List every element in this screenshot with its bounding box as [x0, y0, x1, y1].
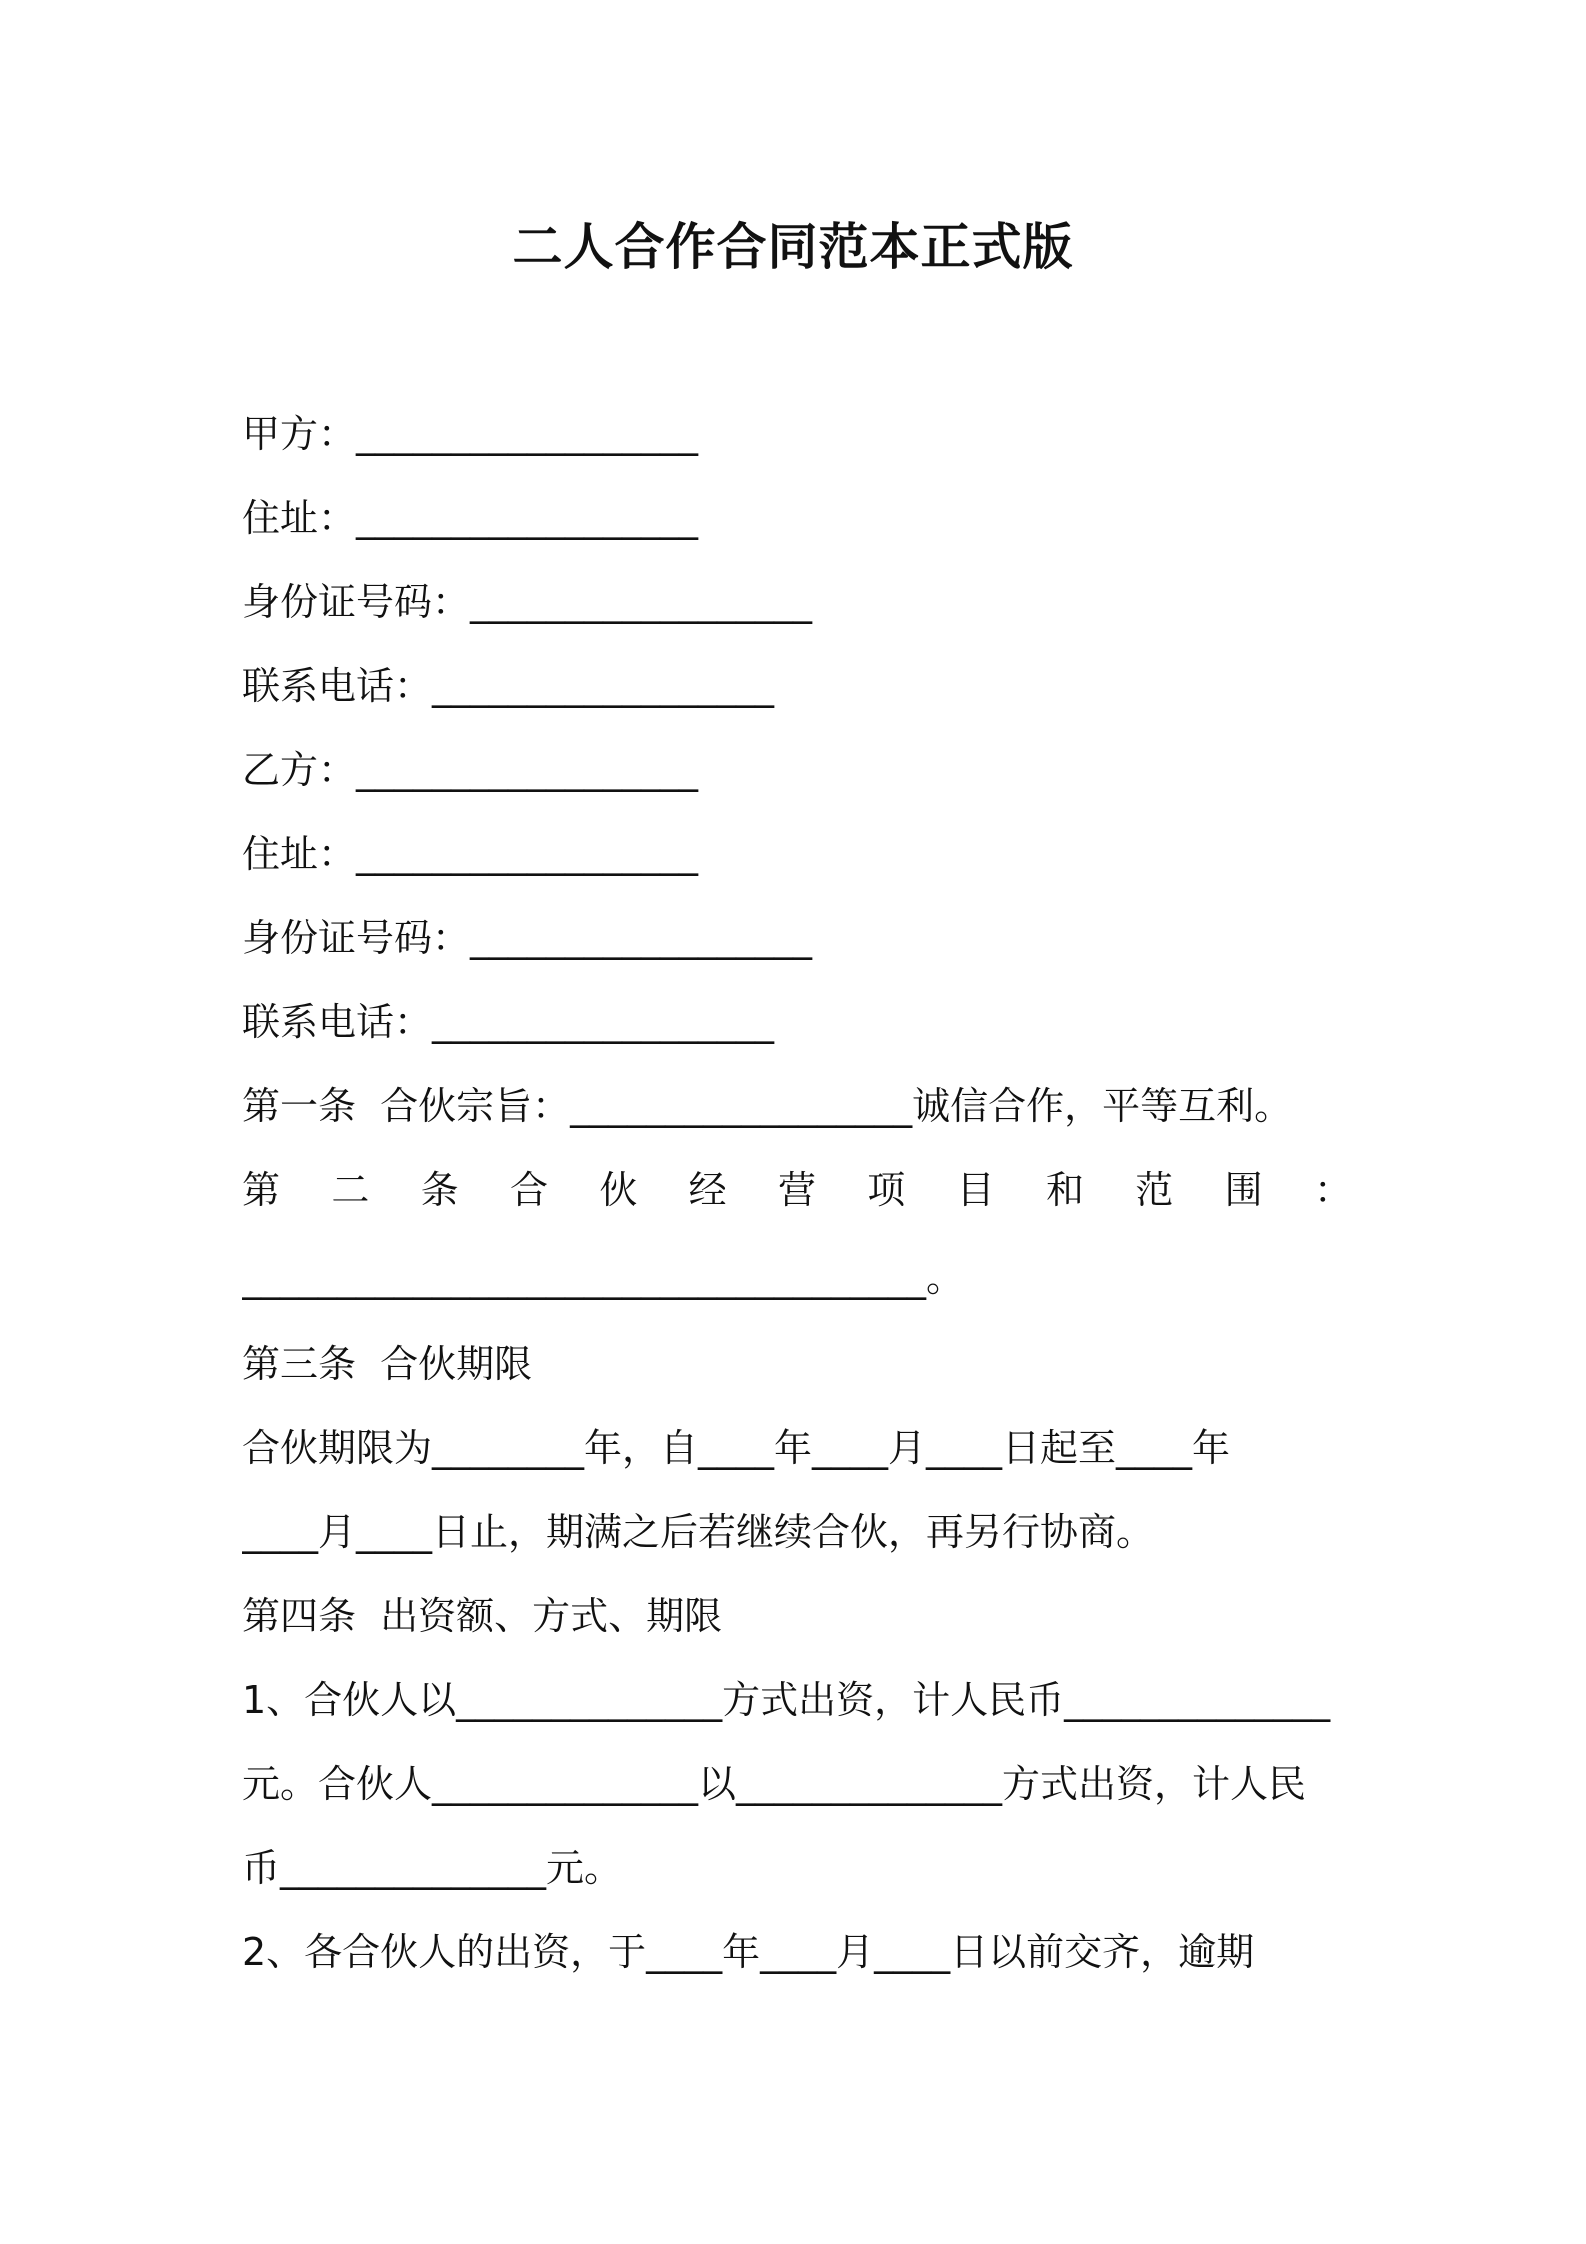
- party-b-label: 乙方：__________________: [242, 748, 699, 792]
- party-a-address: 住址：__________________: [242, 496, 699, 540]
- article-1-purpose: 第一条 合伙宗旨：__________________诚信合作，平等互利。: [242, 1084, 1293, 1128]
- article-2-blank: ____________________________________。: [242, 1256, 965, 1300]
- article-3-heading: 第三条 合伙期限: [242, 1342, 533, 1386]
- party-a-phone: 联系电话：__________________: [242, 664, 775, 708]
- article-4-clause-1-line-3: 币______________元。: [242, 1846, 623, 1890]
- article-4-clause-1-line-1: 1、合伙人以______________方式出资，计人民币______________: [242, 1678, 1331, 1722]
- party-a-id-number: 身份证号码：__________________: [242, 580, 813, 624]
- article-2-heading: 第 二 条 合 伙 经 营 项 目 和 范 围 ：: [242, 1168, 1352, 1212]
- party-b-id-number: 身份证号码：__________________: [242, 916, 813, 960]
- article-3-text-line-1: 合伙期限为________年，自____年____月____日起至____年: [242, 1426, 1231, 1470]
- article-3-text-line-2: ____月____日止，期满之后若继续合伙，再另行协商。: [242, 1510, 1155, 1554]
- document-title: 二人合作合同范本正式版: [512, 218, 1074, 276]
- article-4-clause-2-line-1: 2、各合伙人的出资，于____年____月____日以前交齐，逾期: [242, 1930, 1255, 1974]
- party-b-phone: 联系电话：__________________: [242, 1000, 775, 1044]
- article-4-heading: 第四条 出资额、方式、期限: [242, 1594, 723, 1638]
- party-a-label: 甲方：__________________: [242, 412, 699, 456]
- article-4-clause-1-line-2: 元。合伙人______________以______________方式出资，计人民: [242, 1762, 1307, 1806]
- party-b-address: 住址：__________________: [242, 832, 699, 876]
